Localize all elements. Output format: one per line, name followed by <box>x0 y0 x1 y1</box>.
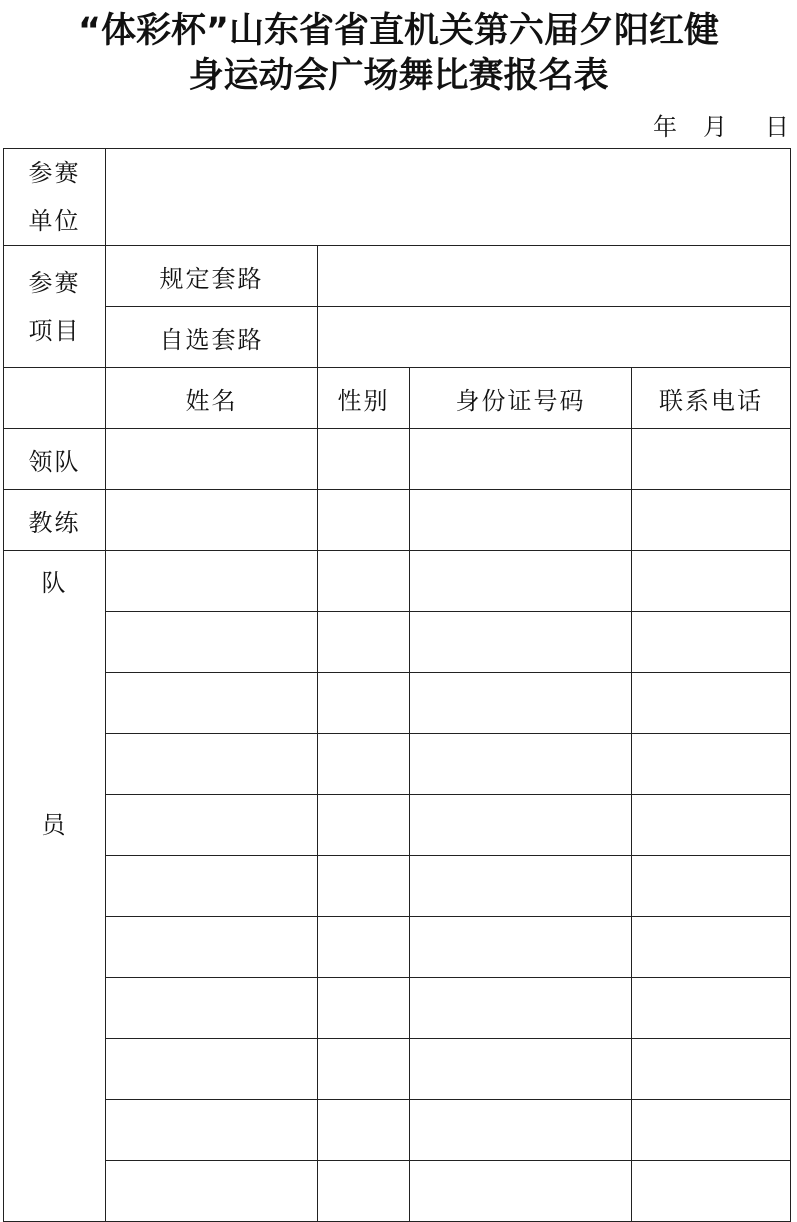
member-row <box>4 612 791 673</box>
event-row-compulsory <box>4 246 791 307</box>
member-id-input[interactable] <box>410 673 632 734</box>
event-label-2: 项目 <box>28 316 81 345</box>
coach-phone-input[interactable] <box>632 490 791 551</box>
unit-row <box>4 149 791 246</box>
leader-row <box>4 429 791 490</box>
member-row <box>4 734 791 795</box>
member-phone-input[interactable] <box>632 917 791 978</box>
coach-label: 教练 <box>4 490 106 551</box>
member-label-cell <box>4 551 106 1222</box>
header-id-number: 身份证号码 <box>410 368 632 429</box>
leader-gender-input[interactable] <box>318 429 410 490</box>
member-id-input[interactable] <box>410 978 632 1039</box>
month-label: 月 <box>703 113 727 141</box>
registration-table <box>3 148 791 1222</box>
member-gender-input[interactable] <box>318 1039 410 1100</box>
member-id-input[interactable] <box>410 551 632 612</box>
event-compulsory-input[interactable] <box>318 246 791 307</box>
header-blank-cell <box>4 368 106 429</box>
event-row-free <box>4 307 791 368</box>
member-id-input[interactable] <box>410 795 632 856</box>
member-gender-input[interactable] <box>318 1161 410 1222</box>
member-id-input[interactable] <box>410 734 632 795</box>
member-phone-input[interactable] <box>632 1039 791 1100</box>
member-phone-input[interactable] <box>632 1161 791 1222</box>
member-gender-input[interactable] <box>318 612 410 673</box>
header-row <box>4 368 791 429</box>
member-name-input[interactable] <box>106 551 318 612</box>
header-name: 姓名 <box>106 368 318 429</box>
member-name-input[interactable] <box>106 1100 318 1161</box>
coach-gender-input[interactable] <box>318 490 410 551</box>
form-title-line-2: 身运动会广场舞比赛报名表 <box>188 56 609 96</box>
year-label: 年 <box>653 113 677 141</box>
unit-label-cell <box>4 149 106 246</box>
header-gender: 性别 <box>318 368 410 429</box>
coach-id-input[interactable] <box>410 490 632 551</box>
event-free-label: 自选套路 <box>106 307 318 368</box>
member-gender-input[interactable] <box>318 856 410 917</box>
member-label-1: 队 <box>41 569 68 597</box>
member-phone-input[interactable] <box>632 673 791 734</box>
leader-label: 领队 <box>4 429 106 490</box>
leader-name-input[interactable] <box>106 429 318 490</box>
member-phone-input[interactable] <box>632 551 791 612</box>
leader-phone-input[interactable] <box>632 429 791 490</box>
member-row <box>4 1161 791 1222</box>
form-title-line-1: “体彩杯”山东省省直机关第六届夕阳红健 <box>77 11 719 51</box>
member-id-input[interactable] <box>410 1161 632 1222</box>
member-phone-input[interactable] <box>632 1100 791 1161</box>
event-label-cell <box>4 246 106 368</box>
event-free-input[interactable] <box>318 307 791 368</box>
member-gender-input[interactable] <box>318 795 410 856</box>
member-name-input[interactable] <box>106 978 318 1039</box>
member-gender-input[interactable] <box>318 1100 410 1161</box>
member-row <box>4 978 791 1039</box>
member-id-input[interactable] <box>410 856 632 917</box>
member-name-input[interactable] <box>106 734 318 795</box>
leader-id-input[interactable] <box>410 429 632 490</box>
member-name-input[interactable] <box>106 1039 318 1100</box>
member-id-input[interactable] <box>410 1100 632 1161</box>
unit-label-1: 参赛 <box>28 159 81 187</box>
member-name-input[interactable] <box>106 612 318 673</box>
member-row <box>4 1100 791 1161</box>
member-row <box>4 1039 791 1100</box>
coach-name-input[interactable] <box>106 490 318 551</box>
member-phone-input[interactable] <box>632 856 791 917</box>
member-phone-input[interactable] <box>632 795 791 856</box>
member-id-input[interactable] <box>410 917 632 978</box>
member-phone-input[interactable] <box>632 978 791 1039</box>
unit-label-2: 单位 <box>28 207 81 235</box>
member-row <box>4 856 791 917</box>
member-phone-input[interactable] <box>632 734 791 795</box>
event-label-1: 参赛 <box>28 268 81 297</box>
member-gender-input[interactable] <box>318 978 410 1039</box>
member-id-input[interactable] <box>410 1039 632 1100</box>
header-phone: 联系电话 <box>632 368 791 429</box>
event-compulsory-label: 规定套路 <box>106 246 318 307</box>
member-name-input[interactable] <box>106 917 318 978</box>
member-name-input[interactable] <box>106 673 318 734</box>
member-gender-input[interactable] <box>318 917 410 978</box>
member-name-input[interactable] <box>106 1161 318 1222</box>
member-row <box>4 673 791 734</box>
member-row <box>4 917 791 978</box>
date-line <box>653 112 789 142</box>
member-gender-input[interactable] <box>318 734 410 795</box>
member-name-input[interactable] <box>106 856 318 917</box>
day-label: 日 <box>765 113 789 141</box>
member-row <box>4 795 791 856</box>
member-row <box>4 551 791 612</box>
member-phone-input[interactable] <box>632 612 791 673</box>
member-gender-input[interactable] <box>318 551 410 612</box>
coach-row <box>4 490 791 551</box>
member-name-input[interactable] <box>106 795 318 856</box>
unit-input-cell[interactable] <box>106 149 791 246</box>
member-label-2: 员 <box>41 811 68 839</box>
member-id-input[interactable] <box>410 612 632 673</box>
member-gender-input[interactable] <box>318 673 410 734</box>
